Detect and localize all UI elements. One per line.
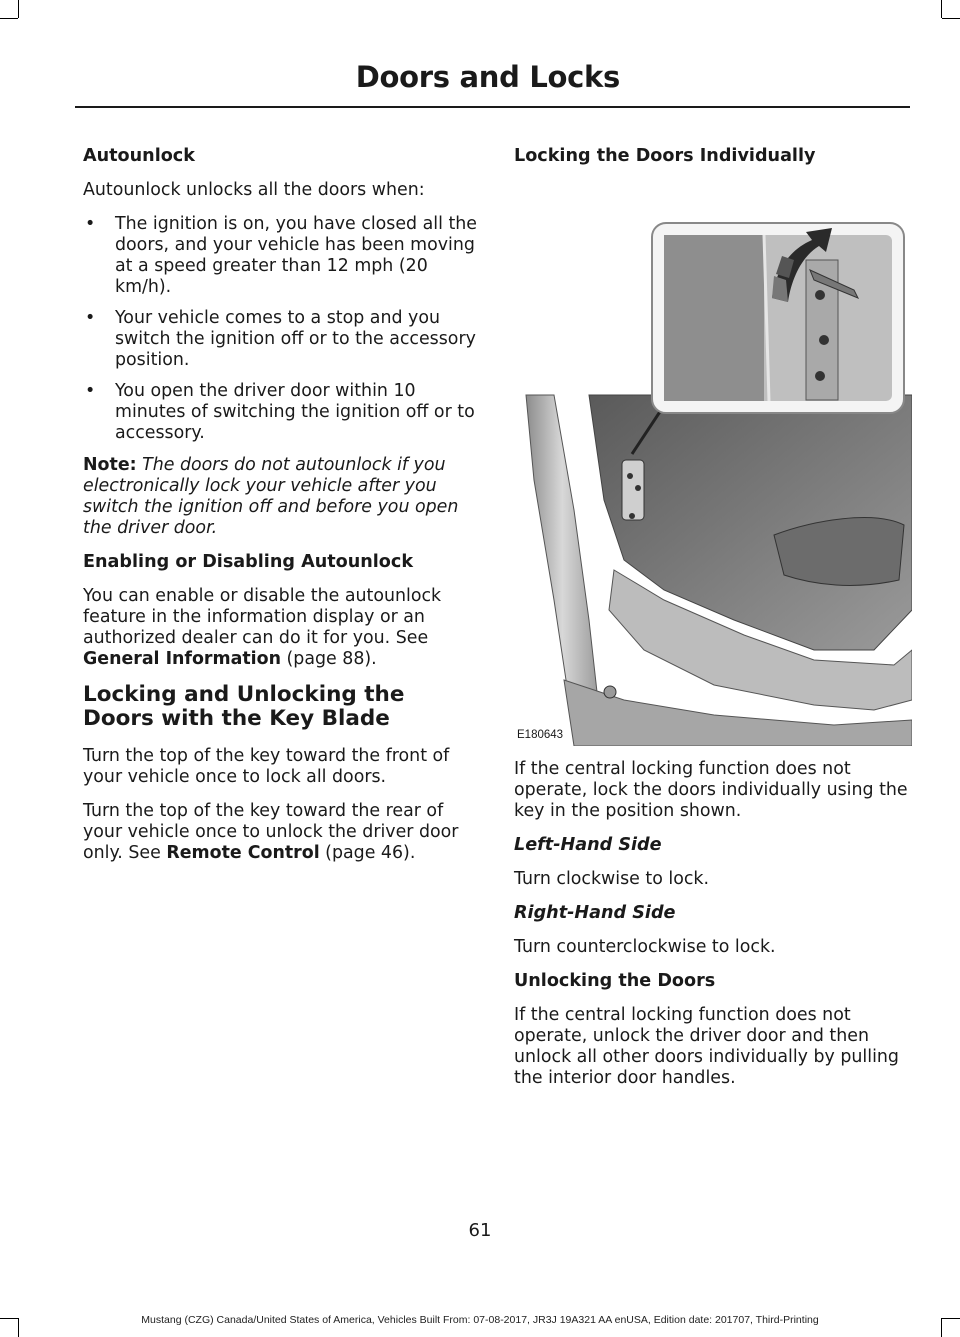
enabling-paragraph: [83, 586, 477, 670]
footer-text: Mustang (CZG) Canada/United States of America, Vehicles Built From: 07-08-2017, JR3J 19A321 AA enUSA, Edition date: 201707, Third-Printing: [141, 1314, 819, 1326]
key-blade-unlock-text: Turn the top of the key toward the rear of your vehicle once to unlock the driver door only. See: [83, 801, 459, 863]
right-column: [514, 146, 908, 1102]
key-blade-heading: Locking and Unlocking the Doors with the Key Blade: [83, 682, 405, 731]
note-text: The doors do not autounlock if you electronically lock your vehicle after you switch the ignition off and before you open the driver door.: [83, 455, 459, 538]
general-information-link[interactable]: General Information: [83, 649, 281, 669]
autounlock-heading: Autounlock: [83, 146, 195, 166]
crop-mark: [942, 18, 960, 19]
page-number: 61: [468, 1220, 492, 1241]
unlocking-doors-text: If the central locking function does not operate, unlock the driver door and then unlock all other doors individually by pulling the interior door handles.: [514, 1005, 899, 1088]
enabling-heading: Enabling or Disabling Autounlock: [83, 552, 414, 572]
crop-mark: [941, 0, 942, 18]
list-item: • You open the driver door within 10 minutes of switching the ignition off or to accessory.: [83, 381, 477, 444]
list-item: • Your vehicle comes to a stop and you switch the ignition off or to the accessory position.: [83, 308, 477, 371]
door-illustration-svg: [514, 180, 912, 746]
individual-locking-heading: Locking the Doors Individually: [514, 146, 816, 166]
list-item: • The ignition is on, you have closed all the doors, and your vehicle has been moving at a speed greater than 12 mph (20 km/h).: [83, 214, 477, 298]
unlocking-doors-heading: Unlocking the Doors: [514, 971, 716, 991]
left-column: [83, 146, 477, 877]
autounlock-list: [83, 214, 477, 444]
crop-mark: [0, 18, 18, 19]
central-locking-text: If the central locking function does not operate, lock the doors individually using the key in the position shown.: [514, 759, 908, 821]
autounlock-intro: Autounlock unlocks all the doors when:: [83, 180, 425, 200]
header-rule: [75, 106, 910, 108]
key-blade-page-ref: (page 46).: [319, 843, 416, 863]
right-hand-side-heading: Right-Hand Side: [514, 903, 676, 923]
door-lock-illustration: [514, 180, 912, 746]
enabling-page-ref: (page 88).: [280, 649, 377, 669]
left-hand-side-text: Turn clockwise to lock.: [514, 869, 710, 889]
figure-code: E180643: [517, 729, 564, 741]
crop-mark: [18, 0, 19, 18]
remote-control-link[interactable]: Remote Control: [166, 843, 320, 863]
key-blade-lock-text: Turn the top of the key toward the front of your vehicle once to lock all doors.: [83, 746, 450, 787]
note-label: Note:: [83, 455, 137, 475]
page-title: Doors and Locks: [355, 60, 620, 94]
key-blade-unlock-paragraph: [83, 801, 477, 864]
left-hand-side-heading: Left-Hand Side: [514, 835, 662, 855]
enabling-text: You can enable or disable the autounlock feature in the information display or an authorized dealer can do it for you. See: [83, 586, 442, 648]
right-hand-side-text: Turn counterclockwise to lock.: [514, 937, 776, 957]
note: [83, 455, 477, 539]
